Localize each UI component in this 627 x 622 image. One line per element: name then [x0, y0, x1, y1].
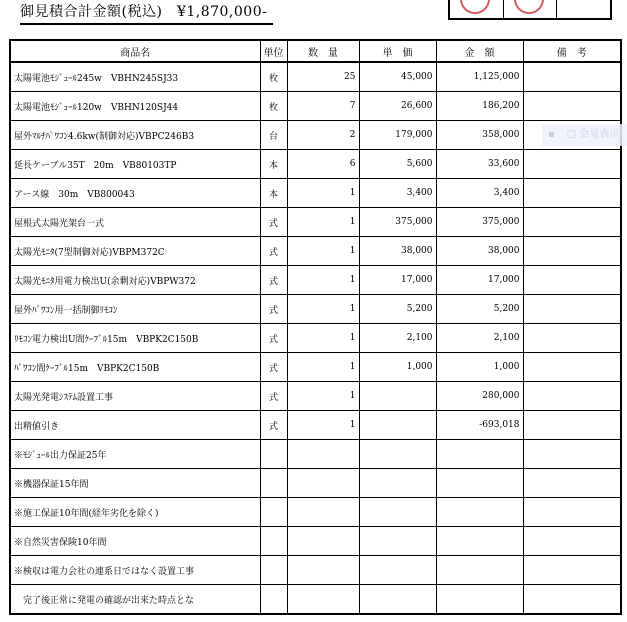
stamp-cell: [556, 0, 610, 18]
unit-cell: 本: [260, 150, 287, 179]
price-cell: 38,000: [359, 237, 436, 266]
quote-table: [9, 39, 622, 615]
unit-cell: 式: [260, 208, 287, 237]
unit-cell: 本: [260, 179, 287, 208]
unit-cell: 式: [260, 382, 287, 411]
menu-icon: ▪: [548, 129, 555, 140]
note-cell: [523, 295, 621, 324]
price-cell: [359, 585, 436, 615]
product-cell: 太陽光ﾓﾆﾀ(7型制御対応)VBPM372C: [10, 237, 260, 266]
table-row: [10, 295, 621, 324]
table-row: [10, 237, 621, 266]
table-row: [10, 498, 621, 527]
unit-cell: 式: [260, 353, 287, 382]
table-row: [10, 150, 621, 179]
note-cell: [523, 62, 621, 92]
col-header-qty: 数 量: [287, 40, 359, 62]
qty-cell: [287, 556, 359, 585]
amount-cell: 375,000: [436, 208, 523, 237]
table-row: [10, 324, 621, 353]
unit-cell: 式: [260, 295, 287, 324]
qty-cell: 1: [287, 295, 359, 324]
stamp-cell: [503, 0, 557, 18]
product-cell: ﾊﾟﾜｺﾝ間ｹｰﾌﾞﾙ15m VBPK2C150B: [10, 353, 260, 382]
amount-cell: 38,000: [436, 237, 523, 266]
total-label: 御見積合計金額(税込): [20, 4, 163, 20]
product-cell: ※ﾓｼﾞｭｰﾙ出力保証25年: [10, 440, 260, 469]
amount-cell: [436, 440, 523, 469]
price-cell: [359, 440, 436, 469]
amount-cell: 1,000: [436, 353, 523, 382]
table-row: [10, 62, 621, 92]
product-cell: 太陽光発電ｼｽﾃﾑ設置工事: [10, 382, 260, 411]
qty-cell: 1: [287, 324, 359, 353]
product-cell: 屋外ﾊﾟﾜｺﾝ用一括制御ﾘﾓｺﾝ: [10, 295, 260, 324]
note-cell: [523, 585, 621, 615]
table-row: [10, 266, 621, 295]
note-cell: [523, 266, 621, 295]
amount-cell: 2,100: [436, 324, 523, 353]
unit-cell: 枚: [260, 92, 287, 121]
price-cell: 5,600: [359, 150, 436, 179]
note-cell: [523, 469, 621, 498]
amount-cell: [436, 585, 523, 615]
unit-cell: 式: [260, 237, 287, 266]
price-cell: 179,000: [359, 121, 436, 150]
table-row: [10, 411, 621, 440]
price-cell: [359, 411, 436, 440]
total-value: ¥1,870,000-: [176, 4, 268, 20]
product-cell: 太陽電池ﾓｼﾞｭｰﾙ120w VBHN120SJ44: [10, 92, 260, 121]
product-cell: 完了後正常に発電の確認が出来た時点とな: [10, 585, 260, 615]
col-header-price: 単 価: [359, 40, 436, 62]
amount-cell: 358,000: [436, 121, 523, 150]
price-cell: [359, 498, 436, 527]
qty-cell: 1: [287, 353, 359, 382]
qty-cell: 1: [287, 179, 359, 208]
product-cell: 太陽光ﾓﾆﾀ用電力検出U(余剰対応)VBPW372: [10, 266, 260, 295]
qty-cell: [287, 440, 359, 469]
unit-cell: 式: [260, 324, 287, 353]
table-row: [10, 353, 621, 382]
price-cell: [359, 382, 436, 411]
table-row: [10, 208, 621, 237]
col-header-note: 備 考: [523, 40, 621, 62]
floating-panel-label: □ 会見表示: [566, 129, 620, 140]
product-cell: 屋根式太陽光架台一式: [10, 208, 260, 237]
table-row: [10, 92, 621, 121]
col-header-unit: 単位: [260, 40, 287, 62]
unit-cell: 式: [260, 411, 287, 440]
unit-cell: [260, 556, 287, 585]
note-cell: [523, 440, 621, 469]
price-cell: 5,200: [359, 295, 436, 324]
amount-cell: 1,125,000: [436, 62, 523, 92]
floating-panel-tab[interactable]: [542, 124, 627, 146]
amount-cell: -693,018: [436, 411, 523, 440]
product-cell: ※施工保証10年間(経年劣化を除く): [10, 498, 260, 527]
table-row: [10, 556, 621, 585]
note-cell: [523, 527, 621, 556]
table-row: [10, 382, 621, 411]
qty-cell: [287, 527, 359, 556]
price-cell: 45,000: [359, 62, 436, 92]
price-cell: [359, 556, 436, 585]
price-cell: 2,100: [359, 324, 436, 353]
price-cell: 26,600: [359, 92, 436, 121]
table-row: [10, 469, 621, 498]
amount-cell: 33,600: [436, 150, 523, 179]
amount-cell: 5,200: [436, 295, 523, 324]
table-row: [10, 585, 621, 615]
note-cell: [523, 208, 621, 237]
product-cell: ﾘﾓｺﾝ電力検出U間ｹｰﾌﾞﾙ15m VBPK2C150B: [10, 324, 260, 353]
note-cell: [523, 324, 621, 353]
amount-cell: [436, 469, 523, 498]
unit-cell: [260, 527, 287, 556]
qty-cell: 6: [287, 150, 359, 179]
unit-cell: [260, 498, 287, 527]
product-cell: 出精値引き: [10, 411, 260, 440]
unit-cell: 式: [260, 266, 287, 295]
unit-cell: [260, 440, 287, 469]
price-cell: 3,400: [359, 179, 436, 208]
stamp-cell: [450, 0, 503, 18]
note-cell: [523, 498, 621, 527]
price-cell: [359, 527, 436, 556]
table-row: [10, 440, 621, 469]
table-row: [10, 527, 621, 556]
qty-cell: [287, 585, 359, 615]
unit-cell: [260, 469, 287, 498]
qty-cell: 1: [287, 382, 359, 411]
product-cell: アース線 30m VB800043: [10, 179, 260, 208]
qty-cell: 25: [287, 62, 359, 92]
note-cell: [523, 353, 621, 382]
amount-cell: 3,400: [436, 179, 523, 208]
table-header-row: [10, 40, 621, 62]
product-cell: ※機器保証15年間: [10, 469, 260, 498]
qty-cell: 1: [287, 237, 359, 266]
amount-cell: 186,200: [436, 92, 523, 121]
col-header-amount: 金 額: [436, 40, 523, 62]
seal-stamp-icon: [514, 0, 544, 14]
price-cell: [359, 469, 436, 498]
note-cell: [523, 556, 621, 585]
note-cell: [523, 382, 621, 411]
amount-cell: 17,000: [436, 266, 523, 295]
qty-cell: 1: [287, 266, 359, 295]
note-cell: [523, 411, 621, 440]
col-header-product: 商品名: [10, 40, 260, 62]
amount-cell: [436, 556, 523, 585]
unit-cell: 台: [260, 121, 287, 150]
qty-cell: 1: [287, 208, 359, 237]
amount-cell: 280,000: [436, 382, 523, 411]
price-cell: 17,000: [359, 266, 436, 295]
amount-cell: [436, 498, 523, 527]
product-cell: ※自然災害保険10年間: [10, 527, 260, 556]
approval-stamp-box: [448, 0, 612, 20]
qty-cell: [287, 498, 359, 527]
qty-cell: 7: [287, 92, 359, 121]
note-cell: [523, 92, 621, 121]
qty-cell: 1: [287, 411, 359, 440]
qty-cell: 2: [287, 121, 359, 150]
price-cell: 375,000: [359, 208, 436, 237]
table-row: [10, 121, 621, 150]
note-cell: [523, 179, 621, 208]
product-cell: ※検収は電力会社の連系日ではなく設置工事: [10, 556, 260, 585]
price-cell: 1,000: [359, 353, 436, 382]
product-cell: 屋外ﾏﾙﾁﾊﾟﾜｺﾝ4.6kw(制御対応)VBPC246B3: [10, 121, 260, 150]
unit-cell: 枚: [260, 62, 287, 92]
note-cell: [523, 237, 621, 266]
table-row: [10, 179, 621, 208]
total-amount-line: [20, 2, 273, 25]
amount-cell: [436, 527, 523, 556]
seal-stamp-icon: [460, 0, 490, 14]
note-cell: [523, 150, 621, 179]
qty-cell: [287, 469, 359, 498]
product-cell: 延長ケーブル35T 20m VB80103TP: [10, 150, 260, 179]
unit-cell: [260, 585, 287, 615]
product-cell: 太陽電池ﾓｼﾞｭｰﾙ245w VBHN245SJ33: [10, 62, 260, 92]
